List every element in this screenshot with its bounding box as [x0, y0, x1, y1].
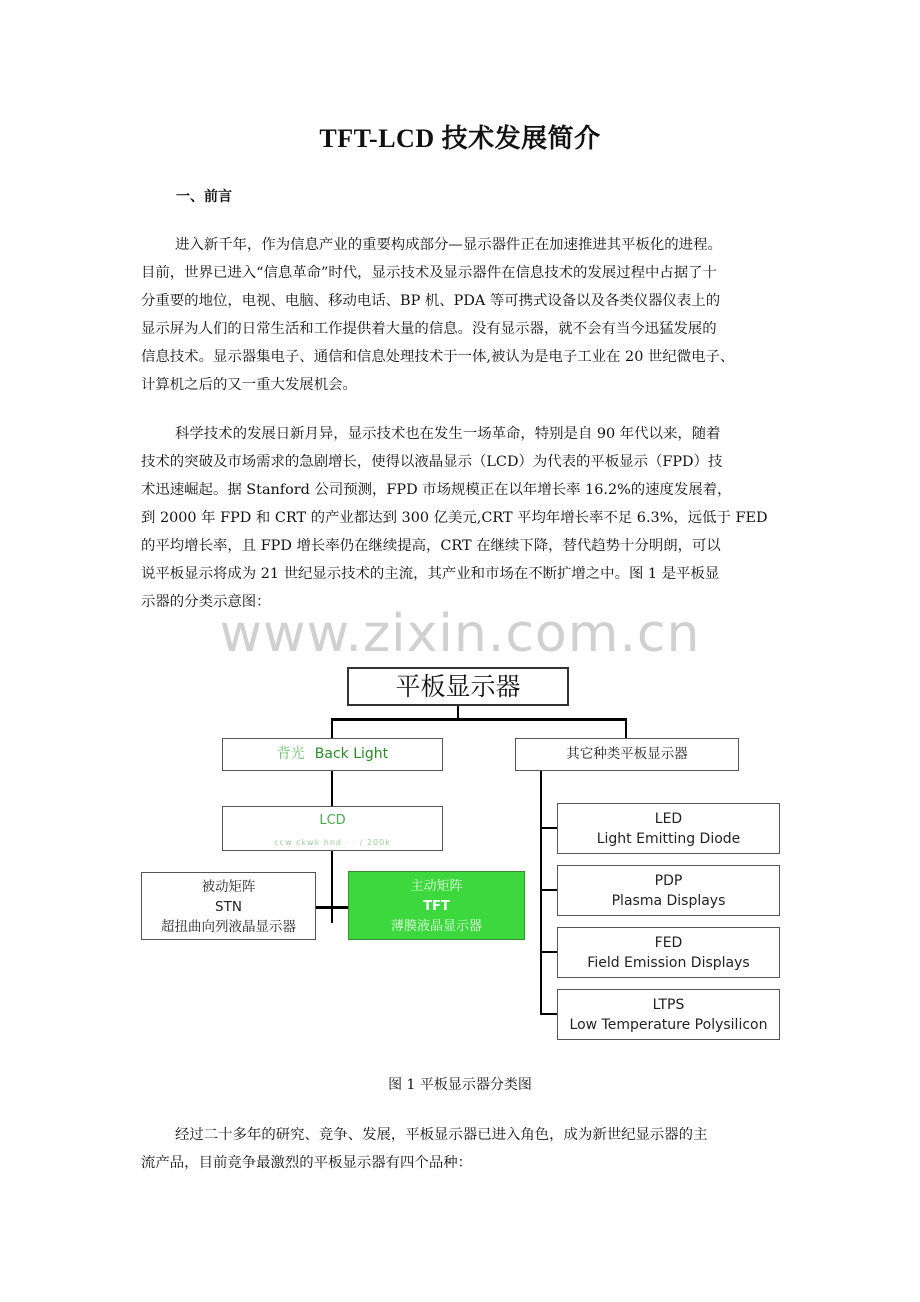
- node-label-cn: 背光: [276, 746, 305, 762]
- node-full-name: Plasma Displays: [611, 893, 726, 909]
- node-back-light: [222, 738, 443, 771]
- paragraph-line: 信息技术。显示器集电子、通信和信息处理技术于一体,被认为是电子工业在 20 世纪微电子、: [141, 349, 735, 365]
- node-active-matrix-tft: [348, 871, 525, 940]
- paragraph-conclusion: [141, 1121, 791, 1177]
- connector-to-ltps: [540, 1013, 557, 1015]
- node-full-name: Field Emission Displays: [587, 955, 750, 971]
- node-passive-matrix-stn: [141, 872, 316, 940]
- paragraph-line: 示器的分类示意图：: [141, 594, 271, 610]
- node-full-name: Low Temperature Polysilicon: [569, 1017, 768, 1033]
- paragraph-intro: [141, 231, 791, 399]
- paragraph-line: 到 2000 年 FPD 和 CRT 的产业都达到 300 亿美元,CRT 平均年增长率不足 6.3%，远低于 FED: [141, 510, 768, 526]
- connector-root-down: [457, 706, 459, 719]
- figure-caption: 图 1 平板显示器分类图: [388, 1077, 532, 1093]
- node-pdp: [557, 865, 780, 916]
- node-label-en: Back Light: [314, 746, 389, 762]
- paragraph-line: 技术的突破及市场需求的急剧增长，使得以液晶显示（LCD）为代表的平板显示（FPD）技: [141, 454, 723, 470]
- paragraph-line: 显示屏为人们的日常生活和工作提供着大量的信息。没有显示器，就不会有当今迅猛发展的: [141, 321, 717, 337]
- paragraph-line: 经过二十多年的研究、竞争、发展，平板显示器已进入角色，成为新世纪显示器的主: [175, 1127, 708, 1143]
- connector-to-stn: [316, 906, 348, 909]
- connector-to-led: [540, 827, 557, 829]
- node-abbr: LTPS: [652, 997, 685, 1013]
- node-label: 被动矩阵: [201, 879, 256, 895]
- paragraph-line: 计算机之后的又一重大发展机会。: [141, 377, 357, 393]
- connector-level1-bar: [331, 718, 627, 721]
- paragraph-line: 术迅速崛起。据 Stanford 公司预测，FPD 市场规模正在以年增长率 16.2%的速度发展着，: [141, 482, 732, 498]
- paragraph-line: 进入新千年，作为信息产业的重要构成部分—显示器件正在加速推进其平板化的进程。: [175, 237, 722, 253]
- paragraph-line: 的平均增长率，且 FPD 增长率仍在继续提高，CRT 在继续下降，替代趋势十分明朗，可以: [141, 538, 721, 554]
- node-abbr: STN: [215, 899, 242, 915]
- connector-lcd-down: [331, 851, 333, 923]
- paragraph-line: 流产品，目前竞争最激烈的平板显示器有四个品种：: [141, 1155, 472, 1171]
- node-abbr: PDP: [654, 873, 683, 889]
- node-full-name: 薄膜液晶显示器: [390, 919, 482, 934]
- connector-backlight-lcd: [331, 771, 333, 806]
- node-label: LCD: [319, 813, 346, 828]
- paragraph-line: 说平板显示将成为 21 世纪显示技术的主流，其产业和市场在不断扩增之中。图 1 是平板显: [141, 566, 720, 582]
- node-lcd: [222, 806, 443, 851]
- node-sublabel: ccw ckwk hnd · · / 200k: [274, 838, 391, 847]
- connector-to-pdp: [540, 889, 557, 891]
- node-ltps: [557, 989, 780, 1040]
- node-abbr: TFT: [423, 899, 450, 914]
- section-heading: 一、前言: [176, 189, 232, 205]
- node-flat-panel-display: 平板显示器: [347, 667, 569, 706]
- document-title: TFT-LCD 技术发展简介: [319, 124, 601, 153]
- node-other-flat-panels: 其它种类平板显示器: [515, 738, 739, 771]
- paragraph-line: 目前，世界已进入“信息革命”时代，显示技术及显示器件在信息技术的发展过程中占据了十: [141, 265, 717, 281]
- connector-other-trunk: [540, 771, 542, 1015]
- node-label: 主动矩阵: [410, 879, 463, 894]
- node-full-name: Light Emitting Diode: [596, 831, 741, 847]
- node-fed: [557, 927, 780, 978]
- paragraph-market: [141, 420, 791, 616]
- node-abbr: FED: [654, 935, 683, 951]
- paragraph-line: 科学技术的发展日新月异，显示技术也在发生一场革命，特别是自 90 年代以来，随着: [175, 426, 721, 442]
- connector-to-other: [625, 718, 627, 738]
- watermark: www.zixin.com.cn: [219, 604, 701, 664]
- node-led: [557, 803, 780, 854]
- node-full-name: 超扭曲向列液晶显示器: [161, 919, 296, 935]
- node-abbr: LED: [654, 811, 683, 827]
- paragraph-line: 分重要的地位，电视、电脑、移动电话、BP 机、PDA 等可携式设备以及各类仪器仪表上的: [141, 293, 721, 309]
- connector-to-backlight: [331, 718, 333, 738]
- connector-to-fed: [540, 951, 557, 953]
